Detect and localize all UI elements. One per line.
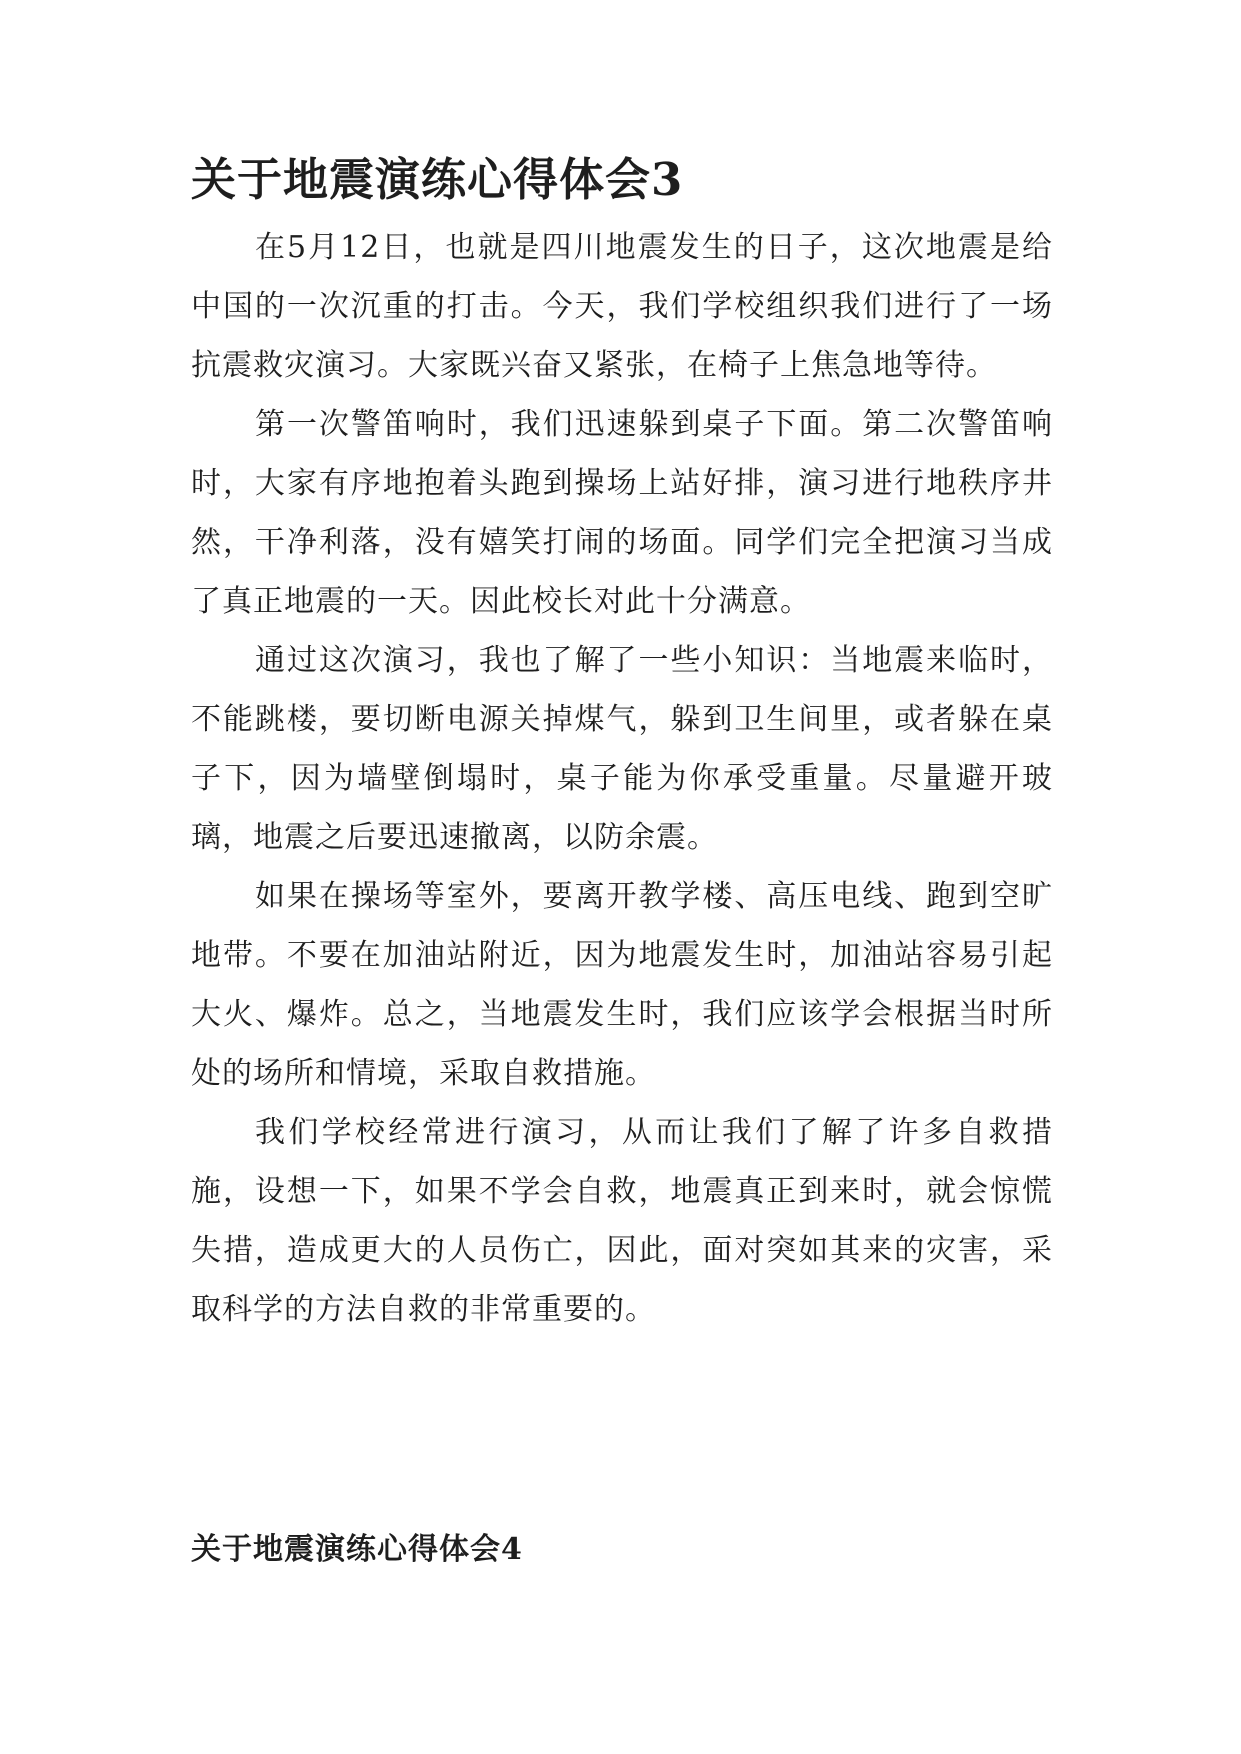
section-heading: 关于地震演练心得体会3 — [191, 153, 684, 206]
paragraph: 在5月12日，也就是四川地震发生的日子，这次地震是给中国的一次沉重的打击。今天，我们学校组织我们进行了一场抗震救灾演习。大家既兴奋又紧张，在椅子上焦急地等待。 — [191, 230, 1053, 383]
paragraph: 我们学校经常进行演习，从而让我们了解了许多自救措施，设想一下，如果不学会自救，地震真正到来时，就会惊慌失措，造成更大的人员伤亡，因此，面对突如其来的灾害，采取科学的方法自救的非常重要的。 — [191, 1115, 1053, 1327]
paragraph: 通过这次演习，我也了解了一些小知识：当地震来临时，不能跳楼，要切断电源关掉煤气，躲到卫生间里，或者躲在桌子下，因为墙壁倒塌时，桌子能为你承受重量。尽量避开玻璃，地震之后要迅速撤离，以防余震。 — [191, 643, 1053, 855]
document-body — [191, 153, 1053, 1339]
paragraph: 如果在操场等室外，要离开教学楼、高压电线、跑到空旷地带。不要在加油站附近，因为地震发生时，加油站容易引起大火、爆炸。总之，当地震发生时，我们应该学会根据当时所处的场所和情境，采取自救措施。 — [191, 879, 1053, 1091]
section-heading: 关于地震演练心得体会4 — [191, 1531, 523, 1567]
paragraph: 第一次警笛响时，我们迅速躲到桌子下面。第二次警笛响时，大家有序地抱着头跑到操场上站好排，演习进行地秩序井然，干净利落，没有嬉笑打闹的场面。同学们完全把演习当成了真正地震的一天。因此校长对此十分满意。 — [191, 407, 1053, 619]
